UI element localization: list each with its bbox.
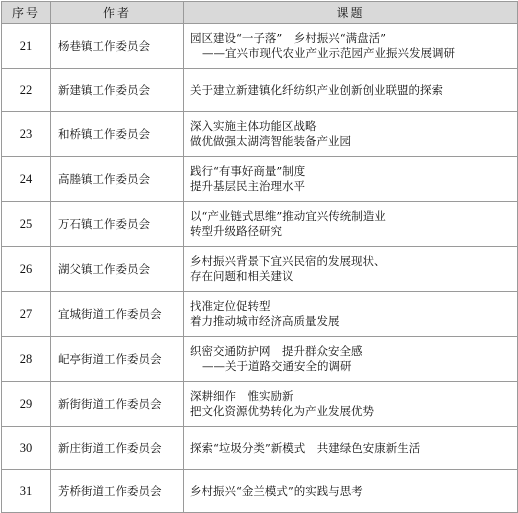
row-author: 万石镇工作委员会 xyxy=(51,202,184,247)
topic-line: 找准定位促转型 xyxy=(190,299,271,313)
topic-line: 园区建设“一子落” 乡村振兴“满盘活” xyxy=(190,31,387,45)
row-topic xyxy=(184,382,518,427)
topic-line: 存在问题和相关建议 xyxy=(190,269,294,283)
topic-line: 探索“垃圾分类”新模式 共建绿色安康新生活 xyxy=(190,440,421,455)
topic-line: 践行“有事好商量”制度 xyxy=(190,164,306,178)
row-number: 31 xyxy=(2,470,51,513)
row-topic xyxy=(184,247,518,292)
row-number: 24 xyxy=(2,157,51,202)
topic-line: 乡村振兴背景下宜兴民宿的发展现状、 xyxy=(190,254,386,268)
row-number: 29 xyxy=(2,382,51,427)
topic-line: 着力推动城市经济高质量发展 xyxy=(190,314,340,328)
row-topic xyxy=(184,292,518,337)
topic-line: 以“产业链式思维”推动宜兴传统制造业 xyxy=(190,209,386,223)
row-topic xyxy=(184,337,518,382)
row-author: 高塍镇工作委员会 xyxy=(51,157,184,202)
topic-line: 做优做强太湖湾智能装备产业园 xyxy=(190,134,351,148)
topics-table xyxy=(1,1,518,513)
table-row xyxy=(2,202,518,247)
topic-line: ——关于道路交通安全的调研 xyxy=(202,359,352,373)
row-number: 23 xyxy=(2,112,51,157)
table-row xyxy=(2,470,518,513)
row-author: 新庄街道工作委员会 xyxy=(51,427,184,470)
topic-line: 深耕细作 惟实励新 xyxy=(190,389,294,403)
table-row xyxy=(2,292,518,337)
header-row xyxy=(2,2,518,24)
table-row xyxy=(2,24,518,69)
header-no: 序号 xyxy=(2,2,51,24)
table-row xyxy=(2,69,518,112)
header-topic: 课题 xyxy=(184,2,518,24)
table-row xyxy=(2,247,518,292)
topic-line: 转型升级路径研究 xyxy=(190,224,282,238)
row-author: 芳桥街道工作委员会 xyxy=(51,470,184,513)
row-author: 新街街道工作委员会 xyxy=(51,382,184,427)
table-row xyxy=(2,382,518,427)
row-number: 26 xyxy=(2,247,51,292)
topic-line: 关于建立新建镇化纤纺织产业创新创业联盟的探索 xyxy=(190,82,443,97)
row-topic xyxy=(184,112,518,157)
row-number: 28 xyxy=(2,337,51,382)
topic-line: 提升基层民主治理水平 xyxy=(190,179,305,193)
row-number: 30 xyxy=(2,427,51,470)
row-number: 21 xyxy=(2,24,51,69)
topic-line: 乡村振兴“金兰模式”的实践与思考 xyxy=(190,483,363,498)
row-topic xyxy=(184,427,518,470)
row-author: 宜城街道工作委员会 xyxy=(51,292,184,337)
table-row xyxy=(2,427,518,470)
topic-line: 织密交通防护网 提升群众安全感 xyxy=(190,344,363,358)
report-sheet xyxy=(1,1,517,498)
row-author: 屺亭街道工作委员会 xyxy=(51,337,184,382)
row-number: 25 xyxy=(2,202,51,247)
topic-line: 深入实施主体功能区战略 xyxy=(190,119,317,133)
row-topic xyxy=(184,24,518,69)
row-number: 27 xyxy=(2,292,51,337)
row-author: 湖父镇工作委员会 xyxy=(51,247,184,292)
table-row xyxy=(2,112,518,157)
table-row xyxy=(2,157,518,202)
row-topic xyxy=(184,202,518,247)
row-topic xyxy=(184,470,518,513)
header-author: 作者 xyxy=(51,2,184,24)
topic-line: ——宜兴市现代农业产业示范园产业振兴发展调研 xyxy=(202,46,455,60)
row-topic xyxy=(184,157,518,202)
row-author: 新建镇工作委员会 xyxy=(51,69,184,112)
row-author: 和桥镇工作委员会 xyxy=(51,112,184,157)
table-body xyxy=(2,24,518,513)
row-author: 杨巷镇工作委员会 xyxy=(51,24,184,69)
row-topic xyxy=(184,69,518,112)
table-row xyxy=(2,337,518,382)
topic-line: 把文化资源优势转化为产业发展优势 xyxy=(190,404,374,418)
row-number: 22 xyxy=(2,69,51,112)
